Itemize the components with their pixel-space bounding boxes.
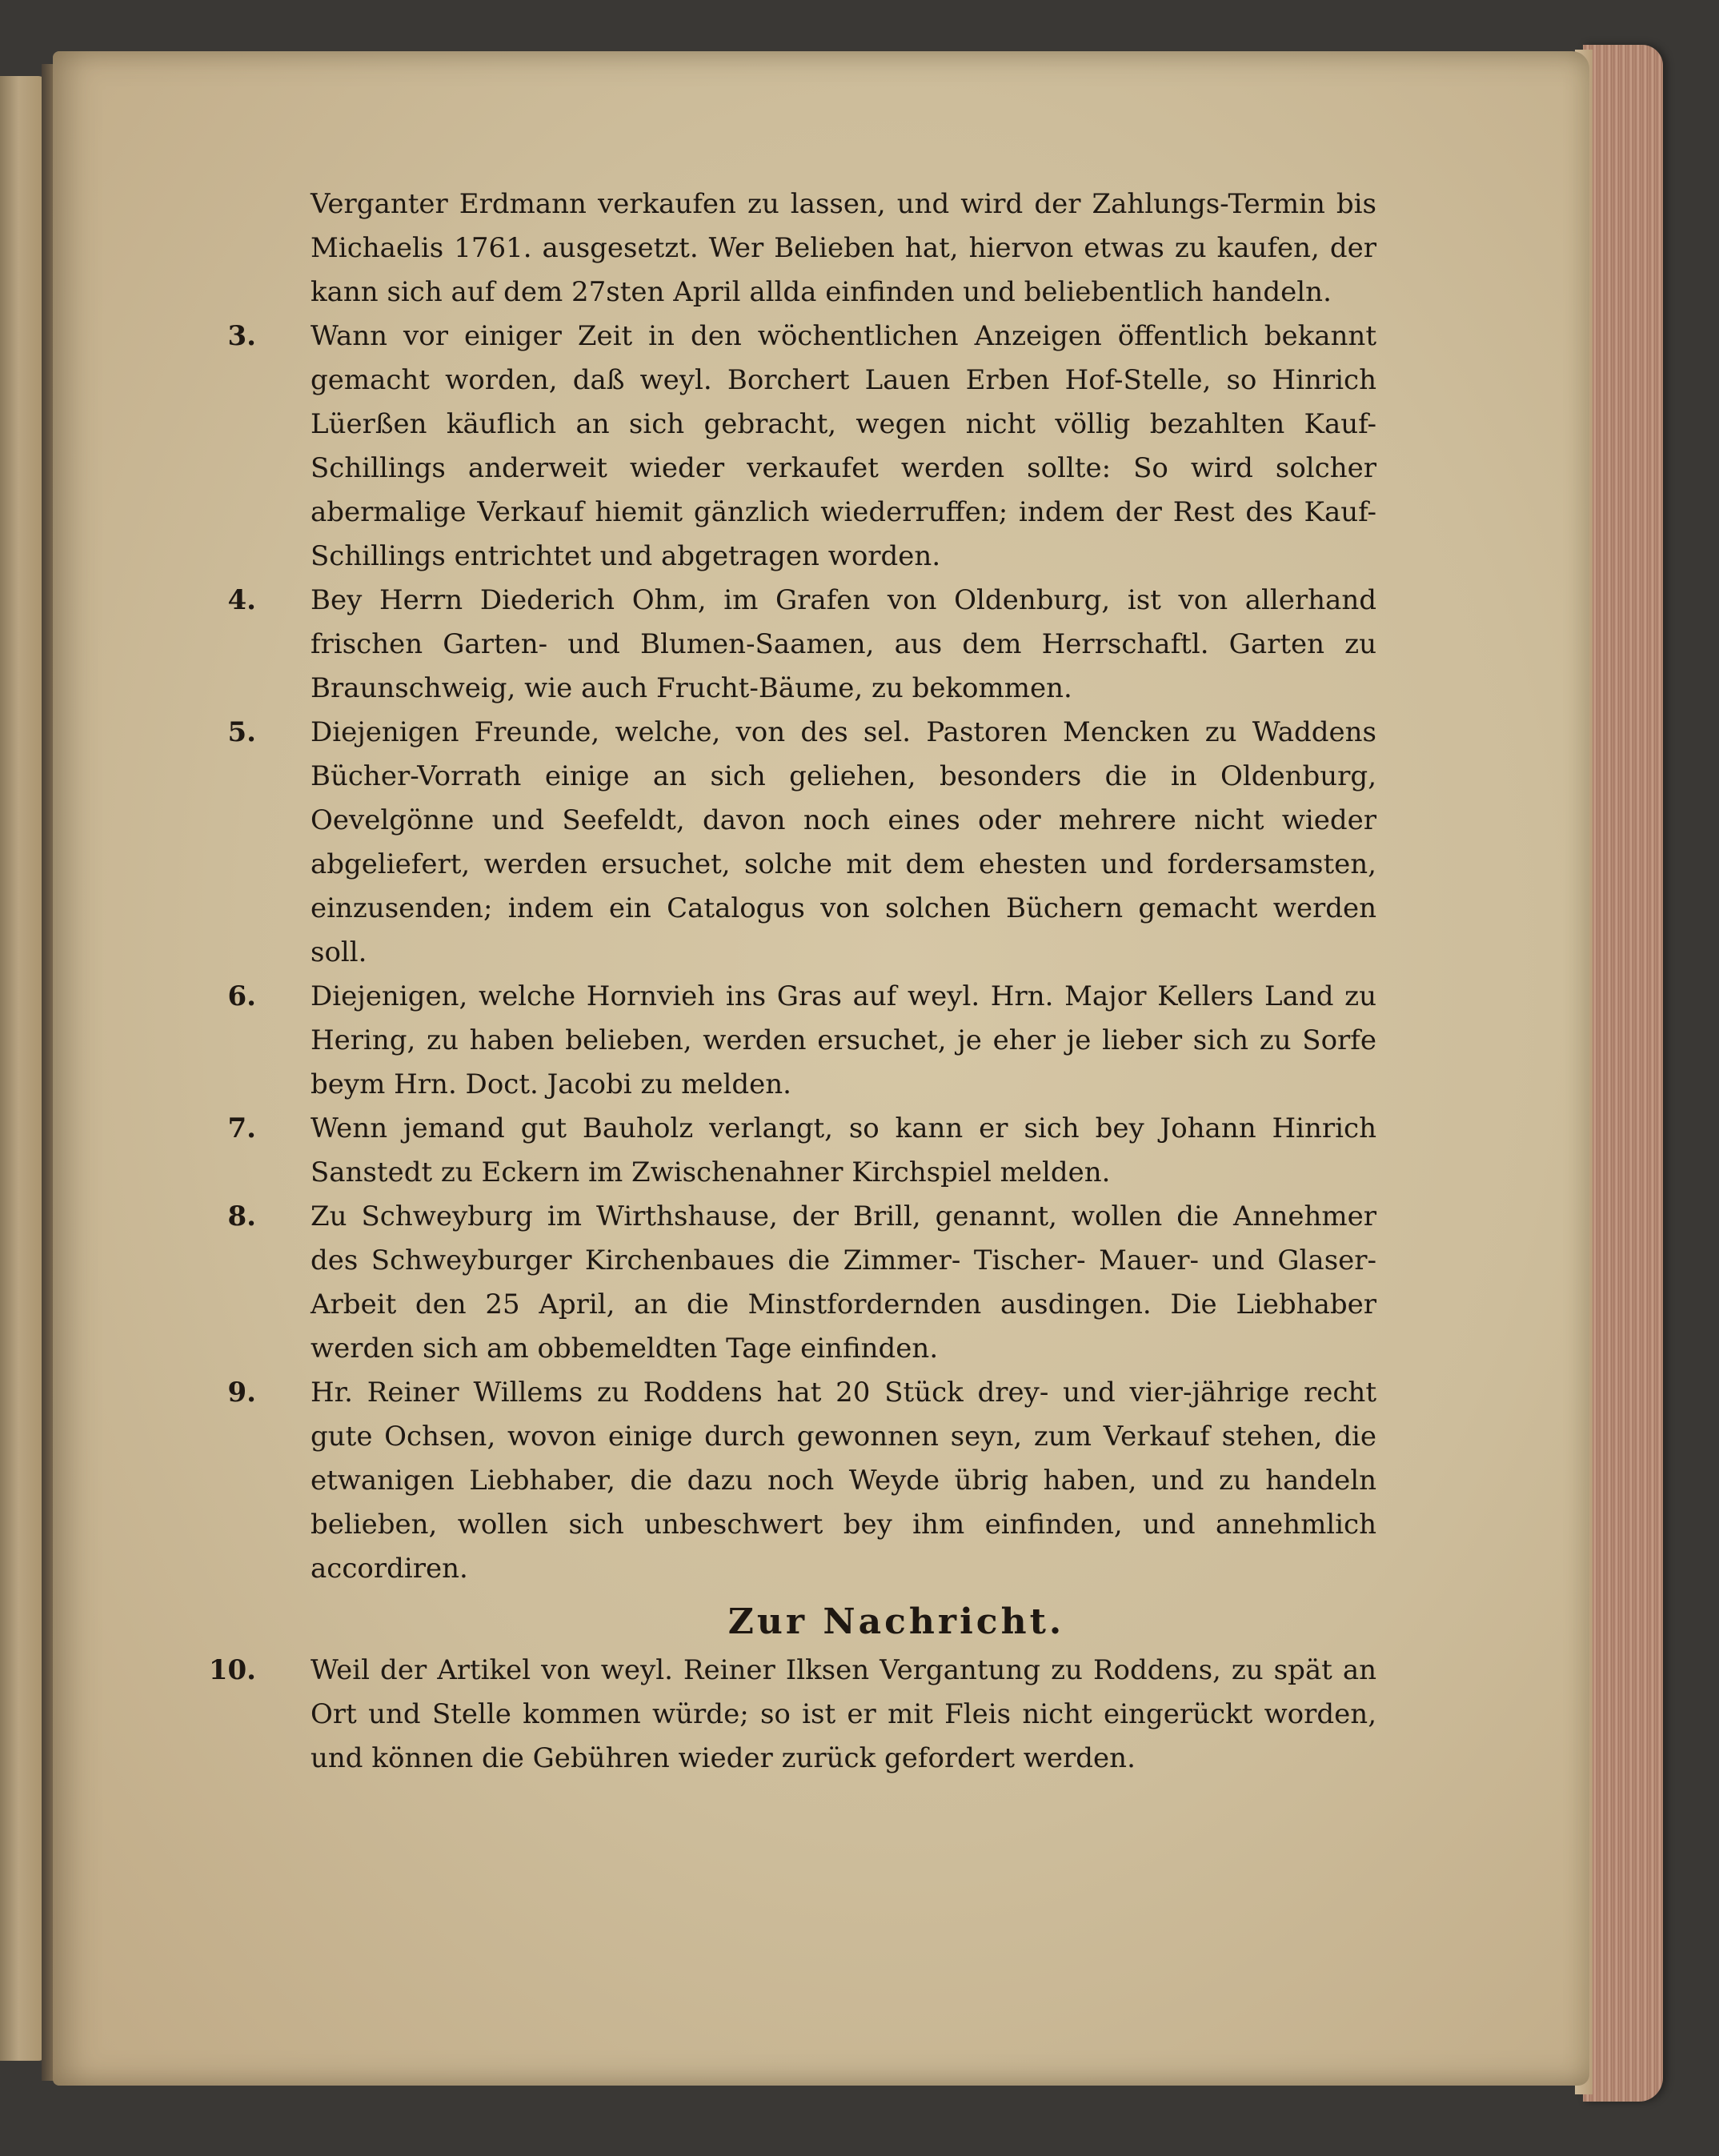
notice-entry [176, 1195, 1376, 1371]
entry-number: 7. [227, 1112, 256, 1144]
entry-number: 4. [227, 584, 256, 616]
entry-text: Diejenigen, welche Hornvieh ins Gras auf weyl. Hrn. Major Kellers Land zu Hering, zu haben belieben, werden ersuchet, je eher je lieber sich zu Sorfe beym Hrn. Doct. Jacobi zu melden. [311, 980, 1376, 1100]
section-heading: Zur Nachricht. [727, 1601, 1065, 1642]
page-edges-stack [1583, 45, 1663, 2102]
notice-entry [176, 1107, 1376, 1195]
entry-text: Weil der Artikel von weyl. Reiner Ilksen Vergantung zu Roddens, zu spät an Ort und Stelle kommen würde; so ist er mit Fleis nicht eingerückt worden, und können die Gebühren wieder zurück gefordert werden. [311, 1654, 1376, 1774]
entry-text: Hr. Reiner Willems zu Roddens hat 20 Stück drey- und vier-jährige recht gute Ochsen, wovon einige durch gewonnen seyn, zum Verkauf stehen, die etwanigen Liebhaber, die dazu noch Weyde übrig haben, und zu handeln belieben, wollen sich unbeschwert bey ihm einfinden, und annehmlich accordiren. [311, 1377, 1376, 1585]
notice-entry [176, 1371, 1376, 1591]
entry-text: Zu Schweyburg im Wirthshause, der Brill, genannt, wollen die Annehmer des Schweyburger Kirchenbaues die Zimmer- Tischer- Mauer- und Glaser-Arbeit den 25 April, an die Minstfordernden ausdingen. Die Liebhaber werden sich am obbemeldten Tage einfinden. [311, 1200, 1376, 1365]
entry-text: Bey Herrn Diederich Ohm, im Grafen von Oldenburg, ist von allerhand frischen Garten- und Blumen-Saamen, aus dem Herrschaftl. Garten zu Braunschweig, wie auch Frucht-Bäume, zu bekommen. [311, 584, 1376, 704]
entry-number: 10. [208, 1654, 256, 1686]
page-text [176, 182, 1376, 1781]
notice-entry-final [176, 1649, 1376, 1781]
facing-page-edge [0, 76, 46, 2061]
entry-number: 6. [227, 980, 256, 1012]
notice-entry [176, 975, 1376, 1107]
entry-number: 5. [227, 716, 256, 748]
notice-entry [176, 315, 1376, 579]
notice-entry [176, 579, 1376, 711]
continuation-paragraph: Verganter Erdmann verkaufen zu lassen, und wird der Zahlungs-Termin bis Michaelis 1761. ausgesetzt. Wer Belieben hat, hiervon etwas zu kaufen, der kann sich auf dem 27sten April allda einfinden und beliebentlich handeln. [311, 188, 1376, 308]
notice-entry [176, 711, 1376, 975]
entry-text: Wann vor einiger Zeit in den wöchentlichen Anzeigen öffentlich bekannt gemacht worden, daß weyl. Borchert Lauen Erben Hof-Stelle, so Hinrich Lüerßen käuflich an sich gebracht, wegen nicht völlig bezahlten Kauf-Schillings anderweit wieder verkaufet werden sollte: So wird solcher abermalige Verkauf hiemit gänzlich wiederruffen; indem der Rest des Kauf-Schillings entrichtet und abgetragen worden. [311, 320, 1376, 572]
entry-number: 3. [227, 320, 256, 352]
entry-number: 8. [227, 1200, 256, 1232]
entry-text: Diejenigen Freunde, welche, von des sel. Pastoren Mencken zu Waddens Bücher-Vorrath einige an sich geliehen, besonders die in Oldenburg, Oevelgönne und Seefeldt, davon noch eines oder mehrere nicht wieder abgeliefert, werden ersuchet, solche mit dem ehesten und fordersamsten, einzusenden; indem ein Catalogus von solchen Büchern gemacht werden soll. [311, 716, 1376, 968]
entry-number: 9. [227, 1377, 256, 1409]
entry-text: Wenn jemand gut Bauholz verlangt, so kann er sich bey Johann Hinrich Sanstedt zu Eckern im Zwischenahner Kirchspiel melden. [311, 1112, 1376, 1188]
